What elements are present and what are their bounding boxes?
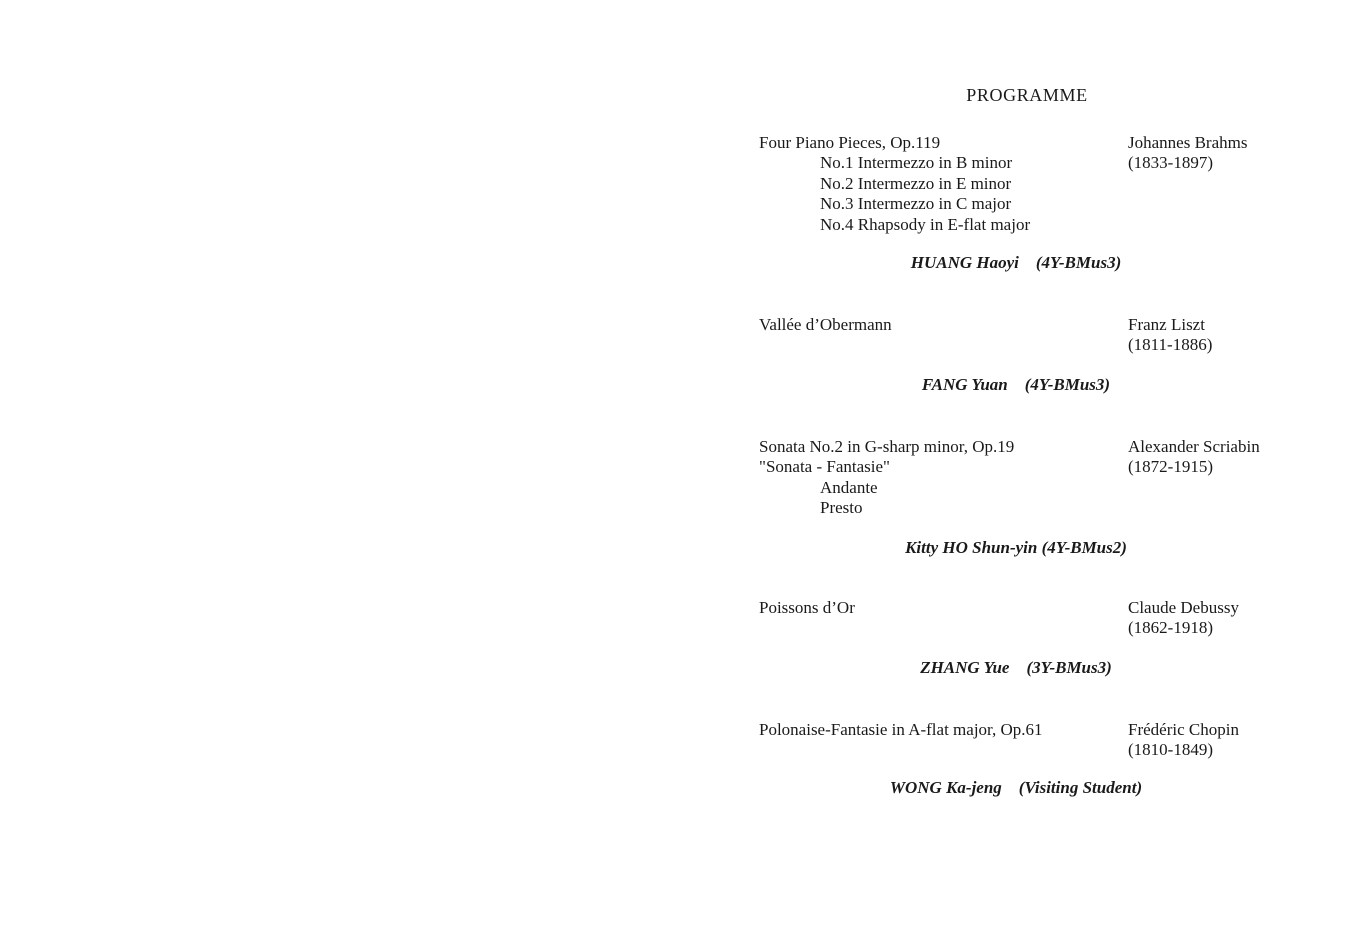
movement-list [759, 153, 1119, 235]
piece-title-lines [759, 437, 1119, 478]
piece-block [759, 437, 1119, 519]
movement-line: No.3 Intermezzo in C major [820, 194, 1012, 214]
piece-block [759, 720, 1119, 740]
piece-block [759, 598, 1119, 618]
composer-dates: (1862-1918) [1128, 618, 1213, 638]
movement-list [759, 478, 1119, 519]
performer-line: FANG Yuan (4Y-BMus3) [921, 375, 1111, 394]
piece-title-line: Poissons d’Or [759, 598, 855, 617]
movement-line: No.2 Intermezzo in E minor [820, 173, 1012, 193]
piece-title-lines [759, 598, 1119, 618]
composer-block [1128, 315, 1295, 356]
composer-dates: (1833-1897) [1128, 153, 1213, 173]
movement-line: No.1 Intermezzo in B minor [820, 153, 1013, 173]
piece-title-line: Sonata No.2 in G-sharp minor, Op.19 [759, 437, 1015, 456]
composer-block [1128, 437, 1295, 478]
composer-dates: (1810-1849) [1128, 740, 1213, 760]
composer-name: Johannes Brahms [1128, 133, 1248, 152]
composer-block [1128, 598, 1295, 639]
composer-name: Frédéric Chopin [1128, 720, 1239, 739]
composer-name: Franz Liszt [1128, 315, 1205, 334]
piece-title-lines [759, 133, 1119, 153]
page-title: PROGRAMME [966, 85, 1088, 105]
performer-line: HUANG Haoyi (4Y-BMus3) [910, 253, 1122, 272]
piece-title-line: Vallée d’Obermann [759, 315, 892, 334]
movement-line: Andante [820, 477, 878, 497]
performer-line: Kitty HO Shun-yin (4Y-BMus2) [905, 538, 1127, 557]
composer-name: Alexander Scriabin [1128, 437, 1260, 456]
composer-dates: (1811-1886) [1128, 335, 1213, 355]
piece-title-line: "Sonata - Fantasie" [759, 457, 890, 477]
composer-dates: (1872-1915) [1128, 457, 1213, 477]
movement-line: No.4 Rhapsody in E-flat major [820, 214, 1031, 234]
composer-block [1128, 133, 1295, 174]
piece-title-line: Four Piano Pieces, Op.119 [759, 133, 941, 152]
piece-block [759, 315, 1119, 335]
piece-title-lines [759, 720, 1119, 740]
performer-line: WONG Ka-jeng (Visiting Student) [889, 778, 1143, 797]
piece-block [759, 133, 1119, 235]
piece-title-line: Polonaise-Fantasie in A-flat major, Op.61 [759, 720, 1043, 739]
composer-name: Claude Debussy [1128, 598, 1239, 617]
composer-block [1128, 720, 1295, 761]
movement-line: Presto [820, 498, 863, 518]
piece-title-lines [759, 315, 1119, 335]
performer-line: ZHANG Yue (3Y-BMus3) [920, 658, 1112, 677]
